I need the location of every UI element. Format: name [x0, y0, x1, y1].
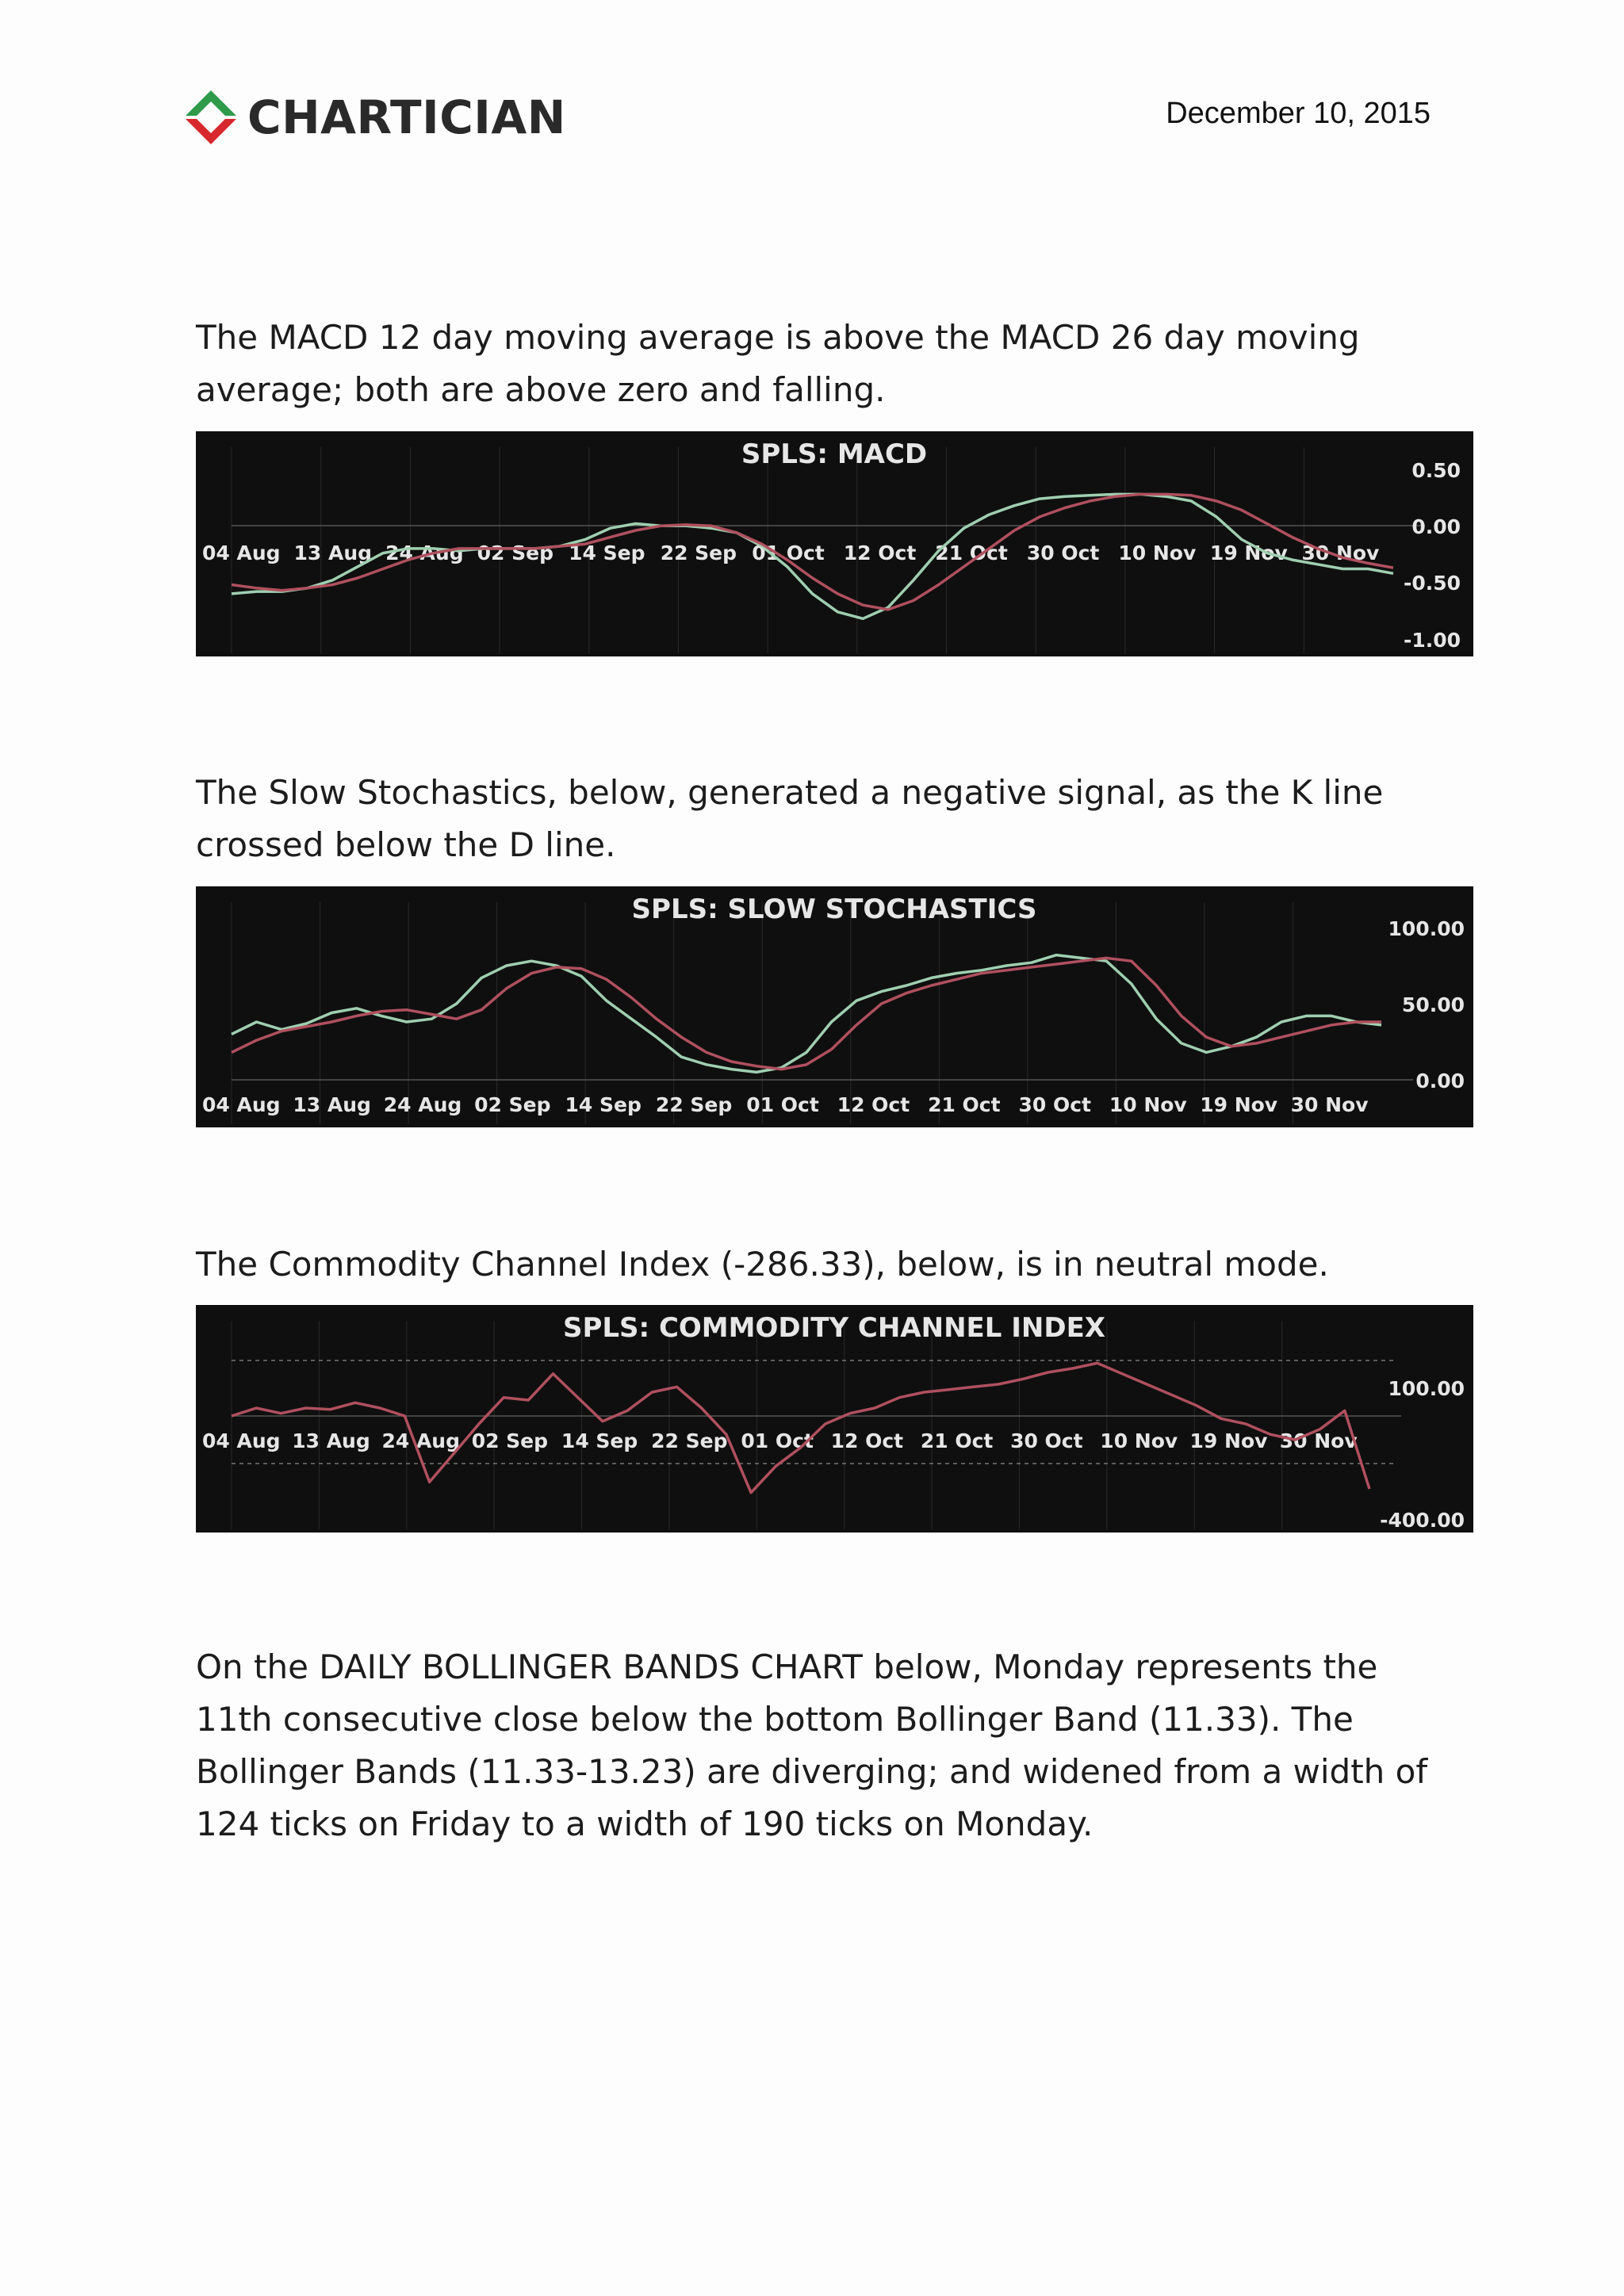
x-tick-label: 30 Oct [1018, 1093, 1091, 1116]
macd-chart [196, 431, 1473, 656]
y-tick-label: -0.50 [1403, 572, 1461, 595]
y-tick-label: 0.50 [1411, 459, 1461, 482]
x-tick-label: 04 Aug [202, 1093, 281, 1116]
x-tick-label: 01 Oct [746, 1093, 819, 1116]
x-tick-label: 04 Aug [202, 1429, 281, 1452]
macd-chart-svg [196, 431, 1473, 656]
x-tick-label: 21 Oct [928, 1093, 1001, 1116]
x-tick-label: 14 Sep [565, 1093, 642, 1116]
x-tick-label: 02 Sep [474, 1093, 551, 1116]
x-tick-label: 24 Aug [385, 541, 464, 564]
stochastics-chart-svg [196, 886, 1473, 1127]
x-tick-label: 14 Sep [561, 1429, 638, 1452]
x-tick-label: 04 Aug [202, 541, 281, 564]
x-tick-label: 21 Oct [935, 541, 1008, 564]
report-date: December 10, 2015 [1166, 97, 1431, 130]
series-line [232, 1363, 1369, 1492]
x-tick-label: 22 Sep [655, 1093, 733, 1116]
paragraph-bollinger: On the DAILY BOLLINGER BANDS CHART below, Monday represents the 11th consecutive close below the bottom Bollinger Band (11.33). The Bollinger Bands (11.33-13.23) are diverging; and widened from a width of 124 ticks on Friday to a width of 190 ticks on Monday. [196, 1647, 1428, 1843]
x-tick-label: 10 Nov [1100, 1429, 1178, 1452]
paragraph-stochastics: The Slow Stochastics, below, generated a negative signal, as the K line crossed below the D line. [196, 773, 1384, 864]
x-tick-label: 22 Sep [660, 541, 737, 564]
x-tick-label: 13 Aug [292, 1429, 370, 1452]
x-tick-label: 01 Oct [752, 541, 825, 564]
x-tick-label: 30 Nov [1290, 1093, 1369, 1116]
y-tick-label: 0.00 [1415, 1070, 1465, 1093]
chart-title: SPLS: COMMODITY CHANNEL INDEX [562, 1312, 1106, 1344]
y-tick-label: -400.00 [1380, 1509, 1465, 1532]
cci-chart [196, 1305, 1473, 1533]
x-tick-label: 10 Nov [1118, 541, 1197, 564]
paragraph-cci: The Commodity Channel Index (-286.33), below, is in neutral mode. [196, 1245, 1329, 1284]
x-tick-label: 12 Oct [843, 541, 917, 564]
x-tick-label: 24 Aug [381, 1429, 461, 1452]
x-tick-label: 30 Oct [1026, 541, 1100, 564]
x-tick-label: 21 Oct [920, 1429, 994, 1452]
x-tick-label: 30 Oct [1010, 1429, 1083, 1452]
paragraph-macd: The MACD 12 day moving average is above the MACD 26 day moving average; both are above zero and falling. [196, 318, 1360, 409]
y-tick-label: 100.00 [1388, 1377, 1465, 1400]
x-tick-label: 01 Oct [741, 1429, 814, 1452]
x-tick-label: 02 Sep [471, 1429, 549, 1452]
x-tick-label: 10 Nov [1109, 1093, 1187, 1116]
x-tick-label: 13 Aug [293, 1093, 371, 1116]
x-tick-label: 22 Sep [651, 1429, 728, 1452]
brand-logo [182, 87, 566, 147]
x-tick-label: 14 Sep [569, 541, 645, 564]
brand-name: CHARTICIAN [247, 90, 566, 144]
chart-title: SPLS: MACD [741, 438, 928, 470]
x-tick-label: 12 Oct [830, 1429, 904, 1452]
x-tick-label: 19 Nov [1209, 541, 1288, 564]
series-line [232, 955, 1381, 1073]
x-tick-label: 19 Nov [1189, 1429, 1268, 1452]
y-tick-label: 100.00 [1388, 917, 1465, 940]
y-tick-label: 50.00 [1401, 993, 1465, 1016]
x-tick-label: 19 Nov [1200, 1093, 1278, 1116]
x-tick-label: 30 Nov [1279, 1429, 1358, 1452]
x-tick-label: 30 Nov [1301, 541, 1380, 564]
x-tick-label: 13 Aug [293, 541, 373, 564]
chart-title: SPLS: SLOW STOCHASTICS [631, 894, 1037, 925]
x-tick-label: 02 Sep [477, 541, 553, 564]
y-tick-label: -1.00 [1403, 629, 1461, 652]
x-tick-label: 24 Aug [383, 1093, 462, 1116]
x-tick-label: 12 Oct [837, 1093, 910, 1116]
stochastics-chart [196, 886, 1473, 1127]
cci-chart-svg [196, 1305, 1473, 1533]
y-tick-label: 0.00 [1411, 515, 1461, 538]
diamond-logo-icon [182, 87, 239, 147]
